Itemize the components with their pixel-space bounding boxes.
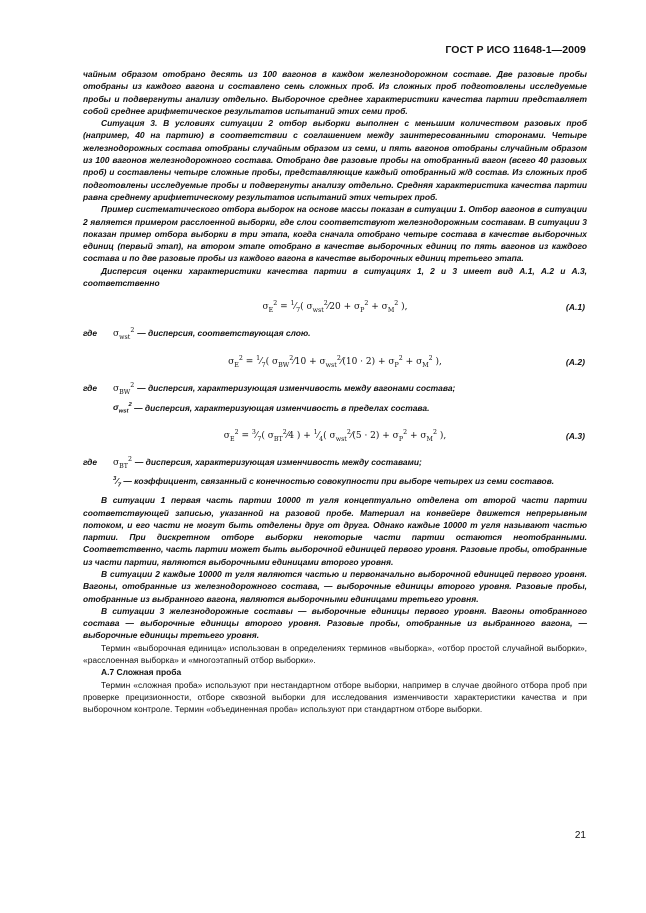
formula-a2-expression: $\sigma_E^2$ = $^1⁄_7$( $\sigma_{BW}^2⁄10$ + $\sigma_{wst}^2⁄(10 \cdot 2) + \sigma_P^2 + \sigma_M^2$ ), <box>228 355 442 370</box>
where-coefficient-text: — коэффициент, связанный с конечностью совокупности при выборе четырех из семи составов. <box>123 476 555 487</box>
paragraph-term-sampling-unit: Термин «выборочная единица» использован в определениях терминов «выборка», «отбор простой случайной выборки», «расслоенная выборка» и «многоэтапный отбор выборки». <box>83 642 587 666</box>
where-label: где <box>83 383 98 394</box>
where-wst-text: — дисперсия, соответствующая слою. <box>137 328 311 339</box>
formula-a3 <box>83 418 587 454</box>
page-number: 21 <box>574 830 586 841</box>
formula-a3-expression: $\sigma_E^2$ = $^3⁄_7$( $\sigma_{BT}^2⁄4$ ) + $^1⁄_4$( $\sigma_{wst}^2⁄(5 \cdot 2) + \sigma_P^2 + \sigma_M^2$ ), <box>223 429 447 444</box>
fraction-3-7: $^3⁄_7$ <box>113 476 122 489</box>
where-bt-text: — дисперсия, характеризующая изменчивость между составами; <box>134 457 422 468</box>
where-bw-text: — дисперсия, характеризующая изменчивость между вагонами состава; <box>137 383 456 394</box>
paragraph-variance-intro: Дисперсия оценки характеристики качества партии в ситуациях 1, 2 и 3 имеет вид А.1, А.2 и А.3, соответственно <box>83 265 587 289</box>
formula-a1-expression: $\sigma_E^2$ = $^1⁄_7$( $\sigma_{wst}^2⁄20 + \sigma_P^2 + \sigma_M^2$ ), <box>262 300 408 315</box>
sigma-bw-symbol: $\sigma_{BW}^2$ <box>113 382 135 397</box>
formula-a1 <box>83 289 587 325</box>
where-wst <box>83 325 587 344</box>
paragraph-situation-2-explain: В ситуации 2 каждые 10000 т угля являются частью и первоначально выборочной единицей первого уровня. Вагоны, отобранные из железнодорожного состава, — выборочные единицы второго уровня. Разовые пробы, отобранные из выбранного вагона, являются выборочными единицами третьего уровня. <box>83 569 587 604</box>
paragraph-situation-3: Ситуация 3. В условиях ситуации 2 отбор выборки выполнен с меньшим количеством разовых проб (например, 40 на партию) в соответствии с соглашением между заинтересованными сторонами. Четыре железнодорожных состава отобраны случайным образом из семи, и пять вагонов отобраны случайным образом из 100 вагонов железнодорожного состава. Отобрано две разовые пробы на отобранный вагон (всего 40 разовых проб) и составлены четыре сложные пробы, представляющие каждый отобранный ж/д состав. Из сложных проб подготовлены исследуемые пробы и подвергнуты анализу отдельно. Средняя характеристика качества партии равна среднему арифметическому результатов испытаний этих четырех проб. <box>83 118 587 202</box>
section-title-a7: А.7 Сложная проба <box>101 667 182 678</box>
where-label: где <box>83 328 98 339</box>
document-code-header: ГОСТ Р ИСО 11648-1—2009 <box>445 44 586 56</box>
where-label: где <box>83 457 98 468</box>
paragraph-situation-1-explain: В ситуации 1 первая часть партии 10000 т угля концептуально отделена от второй части партии соответствующей записью, указанной на разовой пробе. Материал на конвейере движется непрерывным потоком, и его части не могут быть отделены друг от друга. Однако каждые 10000 т угля называют частью партии. При дискретном отборе выборки некоторые части партии остаются неотобранными. Соответственно, часть партии может быть выборочной единицей первого уровня. Разовые пробы, отобранные из части партии, являются выборочными единицами второго уровня. <box>83 495 587 567</box>
formula-a3-number: (А.3) <box>565 431 585 442</box>
sigma-bt-symbol: $\sigma_{BT}^2$ <box>113 456 132 471</box>
paragraph-composite-sample: Термин «сложная проба» используют при нестандартном отборе выборки, например в случае двойного отбора проб при проверке прецизионности, отборе сквозной выборки для исследования изменчивости характеристики качества и при выборочном контроле. Термин «объединенная проба» используют при стандартном отборе выборки. <box>83 679 587 715</box>
where-bt <box>83 454 587 473</box>
where-wst-2-text: — дисперсия, характеризующая изменчивость в пределах состава. <box>134 402 430 413</box>
formula-a1-number: (А.1) <box>565 302 585 313</box>
where-coefficient <box>83 473 587 492</box>
sigma-wst-symbol: $\sigma_{wst}^2$ <box>113 327 135 342</box>
where-bw <box>83 380 587 399</box>
where-wst-2 <box>83 400 587 419</box>
paragraph-situation-2-end: чайным образом отобрано десять из 100 вагонов в каждом железнодорожном составе. Две разовые пробы отобраны из каждого вагона и составлено семь сложных проб. Из сложных проб подготовлены исследуемые пробы и подвергнуты анализу отдельно. Выборочное среднее характеристики качества партии представляет собой среднее арифметическое результатов испытаний этих семи проб. <box>83 69 587 116</box>
formula-a2 <box>83 344 587 380</box>
formula-a2-number: (А.2) <box>565 357 585 368</box>
paragraph-systematic-sampling: Пример систематического отбора выборок на основе массы показан в ситуации 1. Отбор вагонов в ситуации 2 является примером расслоенной выборки, где слои соответствуют железнодорожным составам. В ситуации 3 показан пример отбора выборки в три этапа, когда сначала отобрано четыре состава в качестве выборочных единиц (первый этап), на втором этапе отобрано в качестве выборочных единиц по пять вагонов из каждого состава и по две разовые пробы из каждого вагона в качестве выборочных единиц третьего этапа. <box>83 204 587 264</box>
sigma-wst-symbol: $\sigma_{wst}^2$ <box>113 402 132 416</box>
document-body <box>83 68 587 716</box>
paragraph-situation-3-explain: В ситуации 3 железнодорожные составы — выборочные единицы первого уровня. Вагоны отобранного состава — выборочные единицы второго уровня. Разовые пробы, отобранные из выбранного вагона, — выборочные единицы третьего уровня. <box>83 605 587 641</box>
